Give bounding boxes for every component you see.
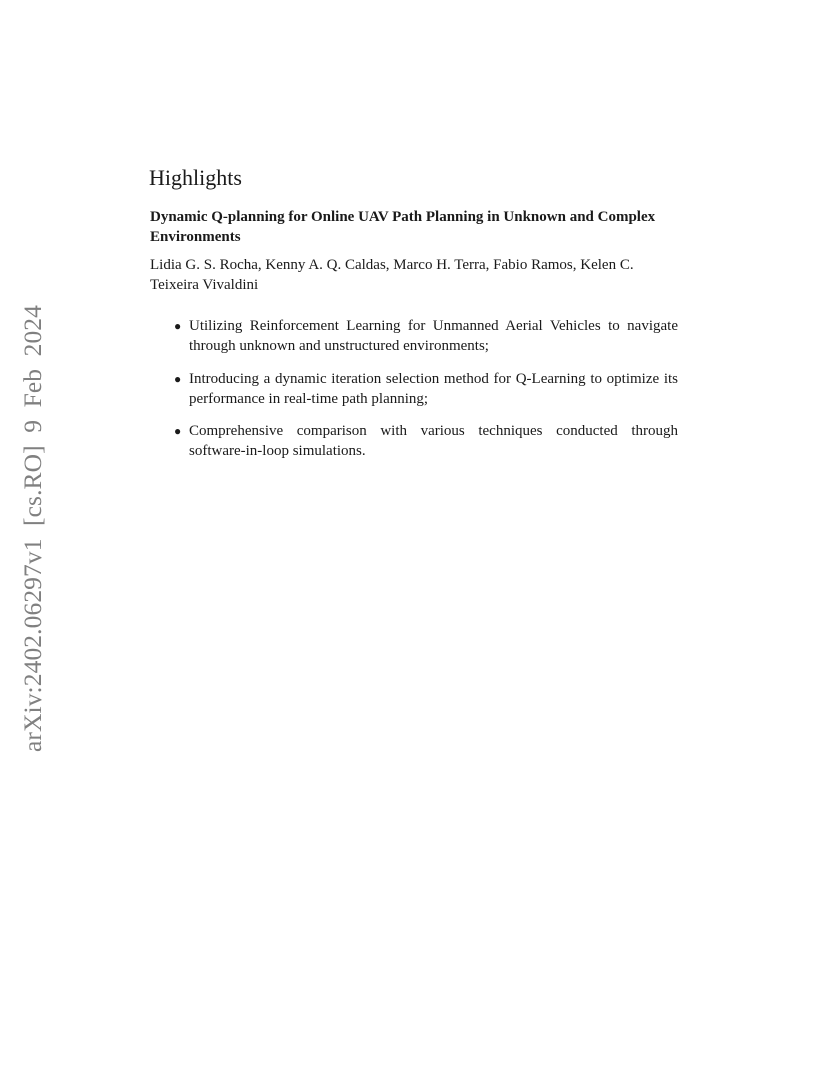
author-list: Lidia G. S. Rocha, Kenny A. Q. Caldas, Marco H. Terra, Fabio Ramos, Kelen C. Teixeira Vivaldini bbox=[150, 257, 634, 293]
highlight-text: Utilizing Reinforcement Learning for Unmanned Aerial Vehicles to navigate through unknown and unstructured environments; bbox=[189, 318, 678, 354]
highlight-item bbox=[150, 369, 678, 409]
highlight-text: Introducing a dynamic iteration selection method for Q-Learning to optimize its performance in real-time path planning; bbox=[189, 370, 678, 407]
highlights-heading: Highlights bbox=[149, 165, 242, 190]
bullet-icon: ● bbox=[174, 371, 182, 386]
paper-title: Dynamic Q-planning for Online UAV Path Planning in Unknown and Complex Environments bbox=[150, 209, 656, 245]
arxiv-identifier: arXiv:2402.06297v1 [cs.RO] 9 Feb 2024 bbox=[18, 305, 47, 752]
highlight-item bbox=[150, 316, 678, 356]
highlights-list bbox=[150, 316, 678, 474]
highlight-text: Comprehensive comparison with various techniques conducted through software-in-loop simulations. bbox=[189, 423, 678, 459]
highlight-item bbox=[150, 421, 678, 461]
bullet-icon: ● bbox=[174, 424, 182, 438]
arxiv-stamp bbox=[18, 292, 58, 752]
bullet-icon: ● bbox=[174, 319, 182, 333]
